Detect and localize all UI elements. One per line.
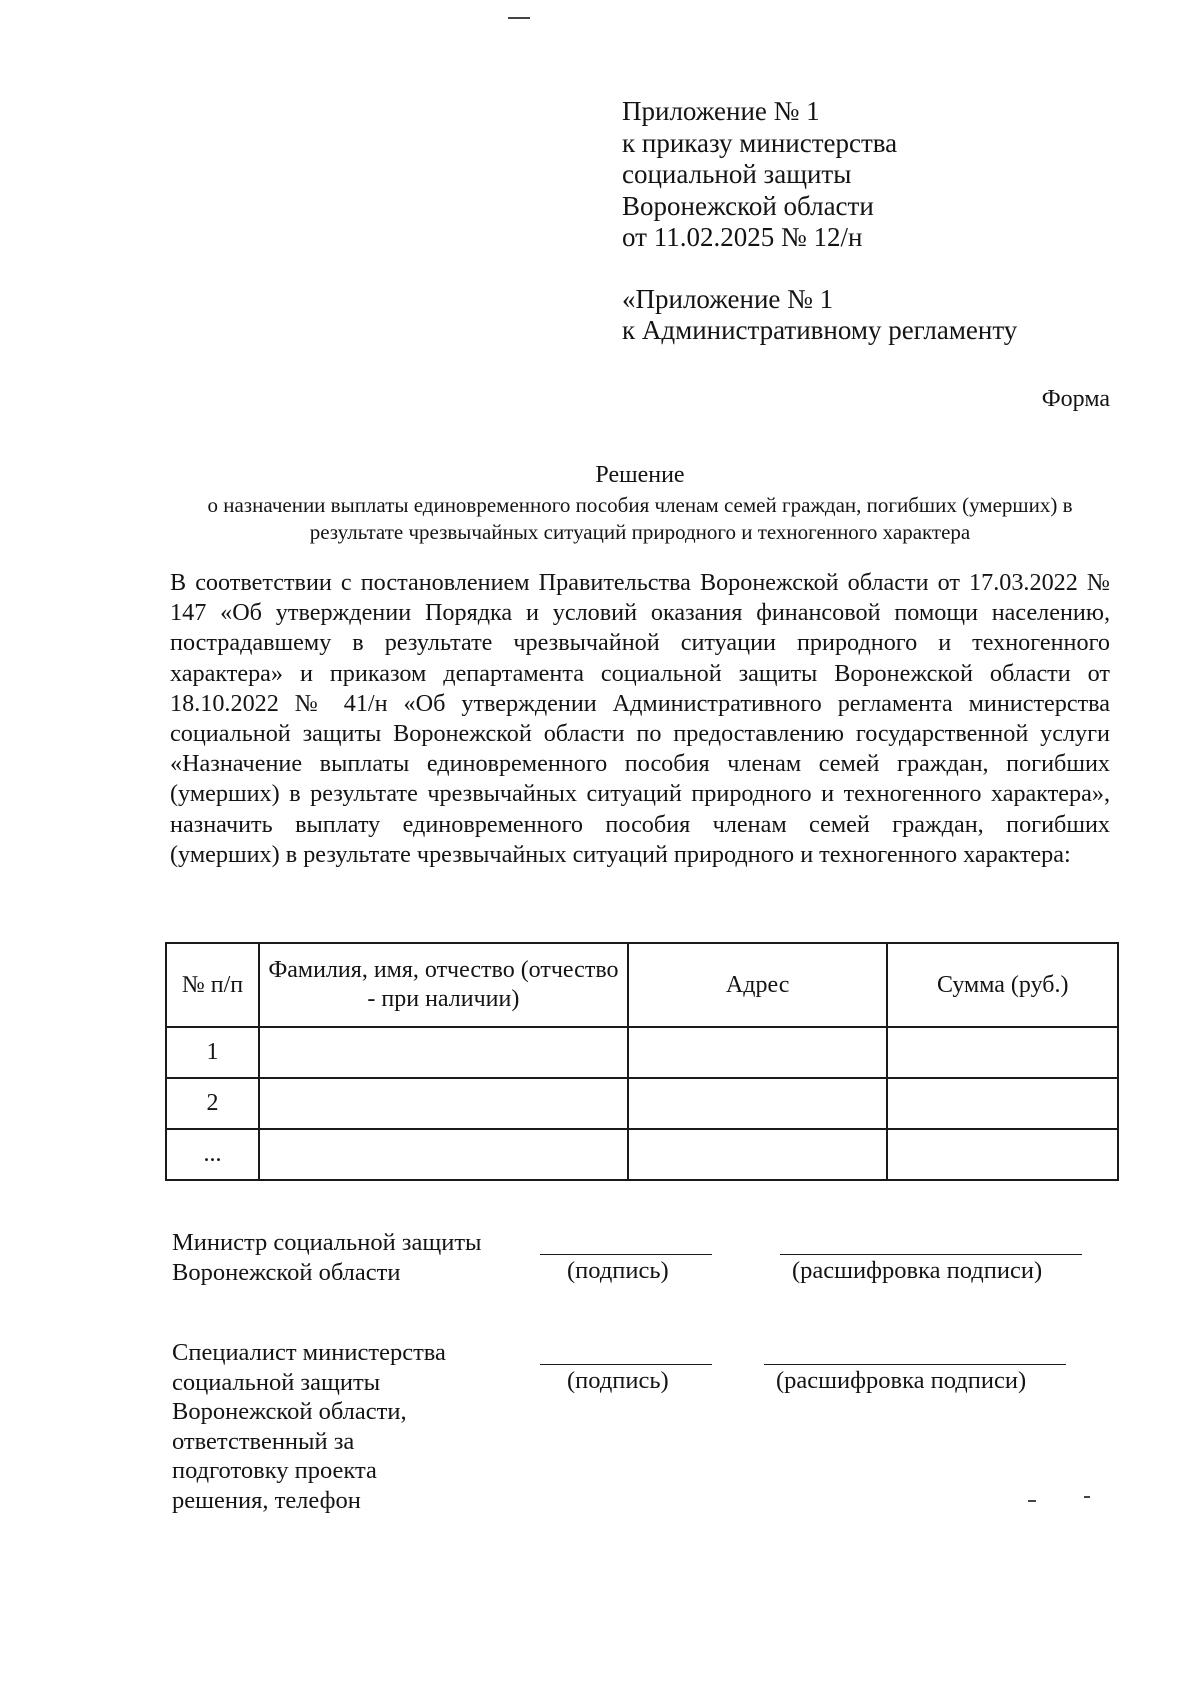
signature-decode-caption: (расшифровка подписи)	[776, 1367, 1027, 1394]
table-header-row	[166, 943, 1118, 1027]
appendix-line: Воронежской области	[622, 190, 874, 221]
header-number: № п/п	[166, 943, 259, 1027]
appendix-line: к Административному регламенту	[622, 315, 1018, 345]
cell-full-name	[259, 1078, 628, 1129]
signatory-title: Специалист министерства социальной защиты Воронежской области, ответственный за подготовку проекта решения, телефон	[172, 1339, 446, 1514]
table-row	[166, 1078, 1118, 1129]
document-title: Решение	[595, 462, 685, 488]
header-full-name: Фамилия, имя, отчество (отчество - при наличии)	[259, 943, 628, 1027]
cell-amount	[887, 1078, 1118, 1129]
form-label: Форма	[1041, 386, 1110, 412]
signature-caption: (подпись)	[567, 1257, 669, 1284]
signatory-title: Министр социальной защиты Воронежской области	[172, 1229, 482, 1286]
appendix-line: Приложение № 1	[622, 96, 820, 126]
cell-address	[628, 1078, 888, 1129]
signature-block-specialist	[172, 1338, 1132, 1538]
body-paragraph: В соответствии с постановлением Правительства Воронежской области от 17.03.2022 № 147 «Об утверждении Порядка и условий оказания финансовой помощи населению, пострадавшему в результате чрезвычайной ситуации природного и техногенного характера» и приказом департамента социальной защиты Воронежской области от 18.10.2022 № 41/н «Об утверждении Административного регламента министерства социальной защиты Воронежской области по предоставлению государственной услуги «Назначение выплаты единовременного пособия членам семей граждан, погибших (умерших) в результате чрезвычайных ситуаций природного и техногенного характера», назначить выплату единовременного пособия членам семей граждан, погибших (умерших) в результате чрезвычайных ситуаций природного и техногенного характера:	[170, 569, 1110, 868]
cell-number: ...	[166, 1129, 259, 1180]
appendix-line: социальной защиты	[622, 159, 852, 189]
document-subtitle: о назначении выплаты единовременного пособия членам семей граждан, погибших (умерших) в результате чрезвычайных ситуаций природного и техногенного характера	[207, 493, 1073, 544]
appendix-line: «Приложение № 1	[622, 283, 834, 314]
signature-line	[540, 1254, 712, 1255]
table-row	[166, 1027, 1118, 1078]
header-address: Адрес	[628, 943, 888, 1027]
signature-decode-caption: (расшифровка подписи)	[792, 1257, 1043, 1284]
scan-mark-top	[508, 17, 530, 19]
cell-full-name	[259, 1027, 628, 1078]
table-row	[166, 1129, 1118, 1180]
cell-amount	[887, 1027, 1118, 1078]
header-amount: Сумма (руб.)	[887, 943, 1118, 1027]
recipients-table	[165, 942, 1119, 1181]
cell-number: 2	[166, 1078, 259, 1129]
cell-number: 1	[166, 1027, 259, 1078]
appendix-gap	[622, 254, 1142, 284]
signature-line	[540, 1364, 712, 1365]
signature-decode-line	[764, 1364, 1066, 1365]
signature-block-minister	[172, 1228, 1132, 1328]
signature-caption: (подпись)	[567, 1367, 669, 1394]
cell-full-name	[259, 1129, 628, 1180]
cell-address	[628, 1129, 888, 1180]
appendix-line: от 11.02.2025 № 12/н	[622, 222, 863, 252]
appendix-line: к приказу министерства	[622, 127, 898, 158]
cell-amount	[887, 1129, 1118, 1180]
signature-decode-line	[780, 1254, 1082, 1255]
appendix-header	[622, 96, 1142, 347]
cell-address	[628, 1027, 888, 1078]
